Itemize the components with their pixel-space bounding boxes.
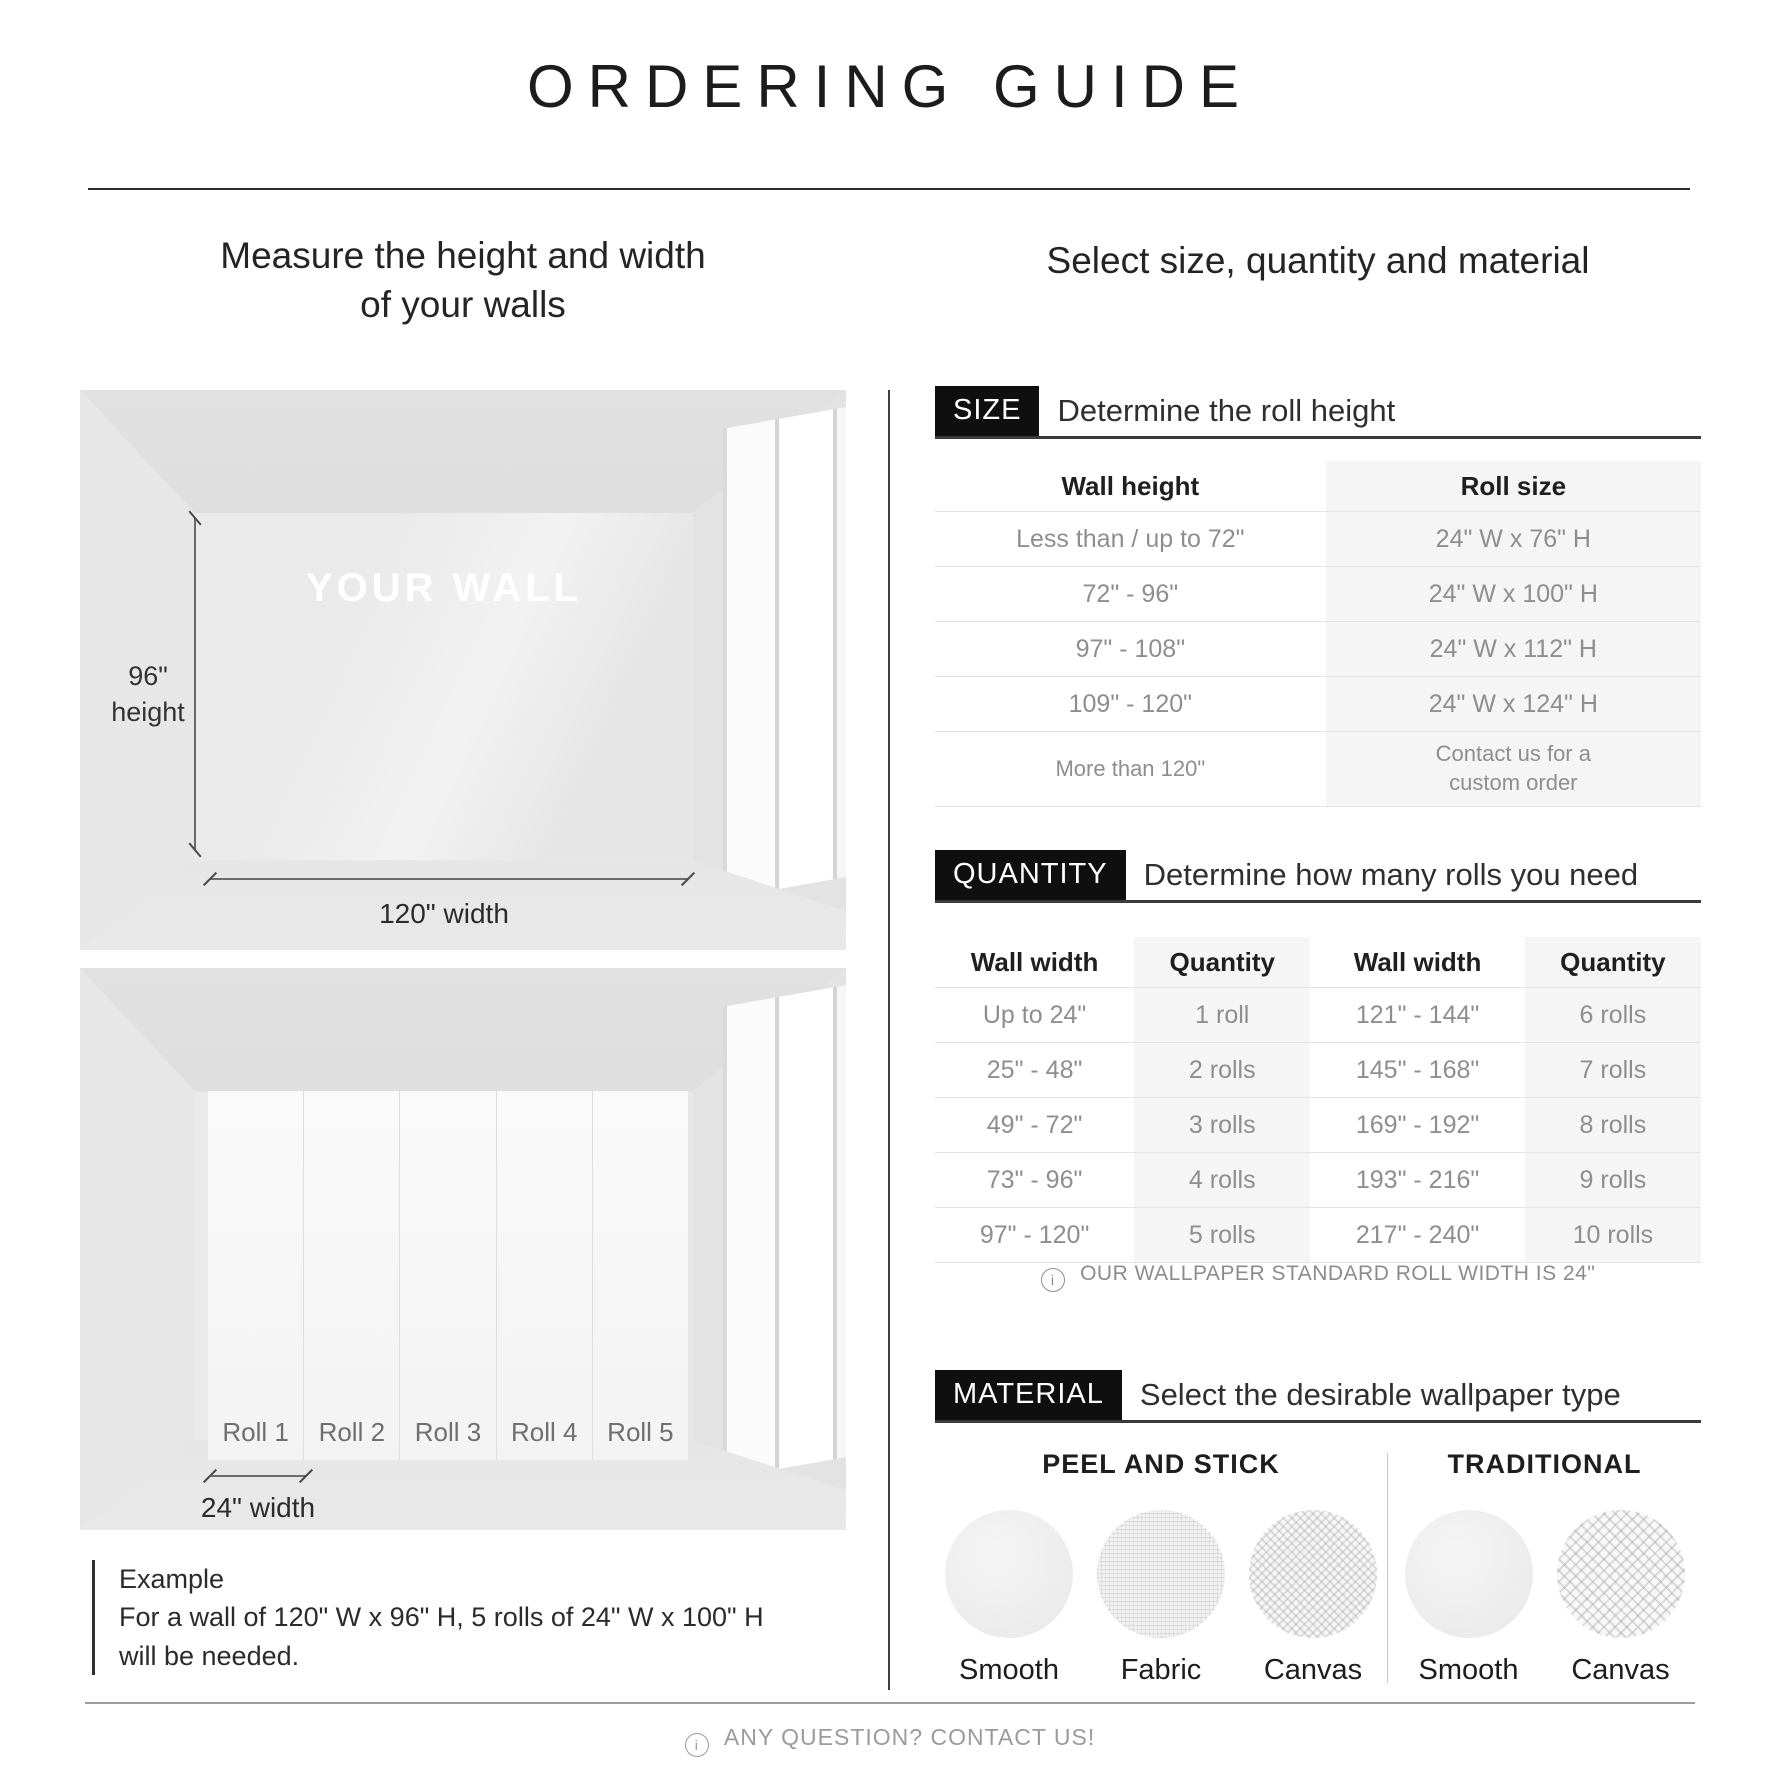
footer-contact-note [0,1724,1780,1757]
column-header: Quantity [1134,937,1310,988]
table-header-row [935,937,1701,988]
roll-label: Roll 5 [607,1417,674,1447]
table-cell: 25" - 48" [986,1055,1083,1084]
right-column-heading: Select size, quantity and material [1046,240,1590,281]
quantity-section-title: Determine how many rolls you need [1143,857,1639,892]
material-option-smooth [1405,1510,1533,1687]
table-cell: 24" W x 124" H [1326,677,1701,732]
column-header: Wall width [1353,946,1482,977]
swatch-label: Smooth [1418,1654,1519,1686]
swatch-label: Fabric [1120,1654,1202,1686]
table-row [935,732,1701,807]
room-window [723,407,846,899]
roll-label: Roll 3 [414,1417,482,1447]
height-label [80,658,216,731]
swatch-row [1388,1510,1701,1687]
info-icon [685,1733,709,1757]
table-row [935,1153,1701,1208]
table-cell: 193" - 216" [1355,1165,1480,1194]
table-cell: 7 rolls [1525,1043,1701,1098]
table-cell: 1 roll [1134,988,1310,1043]
material-section [935,1370,1701,1687]
table-row [935,988,1701,1043]
material-option-canvas [1557,1510,1685,1687]
footer-text: ANY QUESTION? CONTACT US! [723,1724,1096,1750]
height-word: height [111,697,185,728]
table-cell: 3 rolls [1134,1098,1310,1153]
roll-label: Roll 1 [222,1417,289,1447]
example-heading: Example [119,1564,225,1594]
table-cell: 121" - 144" [1355,1000,1480,1029]
roll-width-measure-line [210,1475,306,1477]
table-cell: 2 rolls [1134,1043,1310,1098]
material-group-peel-and-stick [935,1449,1387,1687]
material-option-canvas [1249,1510,1377,1687]
material-option-fabric [1097,1510,1225,1687]
height-value: 96" [128,661,168,691]
table-cell: 145" - 168" [1355,1055,1480,1084]
roll-panel [208,1091,304,1460]
fabric-texture-swatch [1097,1510,1225,1638]
table-cell: 73" - 96" [986,1165,1083,1194]
table-row [935,1208,1701,1263]
canvas-texture-swatch [1557,1510,1685,1638]
column-header: Wall height [1061,470,1200,501]
material-groups [935,1449,1701,1687]
info-icon [1041,1268,1065,1292]
example-line-2: will be needed. [119,1640,300,1671]
room-illustration-measure [80,390,846,950]
table-cell: 49" - 72" [986,1110,1083,1139]
roll-panels [208,1091,688,1460]
roll-quantity-table [935,937,1701,1263]
column-divider [888,390,890,1690]
table-row [935,622,1701,677]
material-section-title: Select the desirable wallpaper type [1139,1377,1621,1412]
footer-divider [85,1702,1695,1704]
table-cell: 97" - 108" [1075,634,1186,663]
roll-panel [400,1091,496,1460]
canvas-texture-swatch [1249,1510,1377,1638]
table-cell: 8 rolls [1525,1098,1701,1153]
quantity-badge: QUANTITY [935,850,1126,900]
swatch-label: Canvas [1263,1654,1363,1686]
width-label: 120" width [379,898,509,929]
table-cell: More than 120" [1055,755,1206,781]
roll-height-table [935,461,1701,807]
your-wall-label: YOUR WALL [306,566,582,610]
width-measure-line [210,878,688,880]
header-divider [88,188,1690,190]
table-cell: 24" W x 76" H [1326,512,1701,567]
table-row [935,512,1701,567]
roll-width-label: 24" width [200,1492,316,1523]
material-option-smooth [945,1510,1073,1687]
table-cell: 97" - 120" [979,1220,1090,1249]
table-cell: 169" - 192" [1355,1110,1480,1139]
table-cell: 6 rolls [1525,988,1701,1043]
room-window [723,985,846,1479]
example-line-1: For a wall of 120" W x 96" H, 5 rolls of 24" W x 100" H [119,1602,764,1633]
swatch-label: Smooth [959,1654,1059,1686]
table-row [935,1098,1701,1153]
table-cell: 9 rolls [1525,1153,1701,1208]
table-cell: 217" - 240" [1355,1220,1480,1249]
column-header: Wall width [970,946,1099,977]
table-header-row [935,461,1701,512]
table-cell: 109" - 120" [1068,689,1193,718]
column-header: Roll size [1326,461,1701,512]
table-row [935,1043,1701,1098]
smooth-texture-swatch [945,1510,1073,1638]
heading-line-2: of your walls [360,283,566,325]
quantity-section-header [935,850,1701,903]
table-cell: 24" W x 112" H [1326,622,1701,677]
smooth-texture-swatch [1405,1510,1533,1638]
roll-panel [304,1091,400,1460]
roll-width-note [935,1262,1701,1292]
roll-label: Roll 4 [510,1417,578,1447]
example-note [92,1560,779,1675]
room-illustration-rolls [80,968,846,1530]
table-cell: Contact us for a custom order [1326,732,1701,807]
table-cell: 5 rolls [1134,1208,1310,1263]
roll-panel [497,1091,593,1460]
quantity-section [935,850,1701,1263]
table-row [935,567,1701,622]
table-cell: 10 rolls [1525,1208,1701,1263]
page-title: ORDERING GUIDE [526,53,1254,120]
roll-label: Roll 2 [318,1417,386,1447]
table-cell: 4 rolls [1134,1153,1310,1208]
swatch-label: Canvas [1571,1654,1670,1686]
left-column-heading [80,232,846,330]
size-section-title: Determine the roll height [1057,393,1396,428]
heading-line-1: Measure the height and width [220,235,706,276]
column-header: Quantity [1525,937,1701,988]
material-section-header [935,1370,1701,1423]
material-group-name: PEEL AND STICK [1042,1449,1280,1479]
table-cell: 24" W x 100" H [1326,567,1701,622]
roll-panel [593,1091,688,1460]
table-row [935,677,1701,732]
material-group-name: TRADITIONAL [1447,1449,1642,1479]
table-cell: Up to 24" [982,1000,1087,1029]
swatch-row [935,1510,1387,1687]
roll-width-note-text: OUR WALLPAPER STANDARD ROLL WIDTH IS 24" [1080,1262,1596,1285]
table-cell: Less than / up to 72" [1016,524,1245,553]
size-badge: SIZE [935,386,1039,436]
size-section-header [935,386,1701,439]
size-section [935,386,1701,807]
material-group-traditional [1388,1449,1701,1687]
material-badge: MATERIAL [935,1370,1122,1420]
table-cell: 72" - 96" [1082,579,1179,608]
